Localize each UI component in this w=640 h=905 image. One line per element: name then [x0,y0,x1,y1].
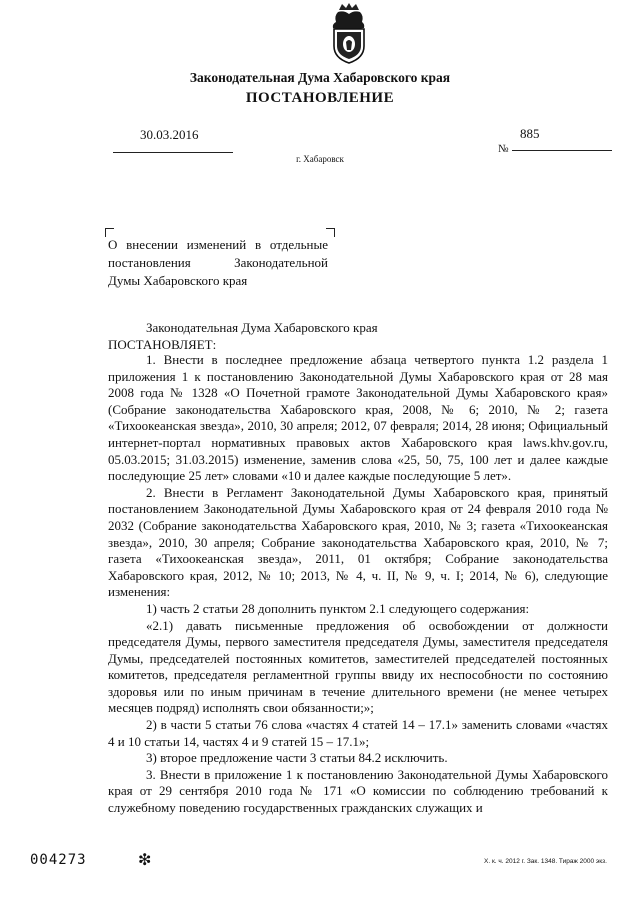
subject-line: Думы Хабаровского края [108,273,248,288]
body-paragraph: 1) часть 2 статьи 28 дополнить пунктом 2.1 следующего содержания: [146,600,530,616]
body-paragraph: 3. Внести в приложение 1 к постановлению Законодательной Думы Хабаровского края от 29 сентября 2010 года № 171 «О комиссии по соблюдению требований к служебному поведению государственных гражданских служащих и [108,766,608,816]
document-body [108,352,608,817]
number-underline [512,150,612,151]
coat-of-arms-icon [324,2,374,64]
preamble-line: ПОСТАНОВЛЯЕТ: [108,337,217,352]
body-paragraph: 2. Внести в Регламент Законодательной Думы Хабаровского края, принятый постановлением Законодательной Думы Хабаровского края от 24 февраля 2010 года № 2032 (Собрание законодательства Хабаровского края, 2010, № 3; газета «Тихоокеанская звезда», 2010, 30 апреля; Собрание законодательства Хабаровского края, 2010, № 7; газета «Тихоокеанская звезда», 2011, 01 октября; Собрание законодательства Хабаровского края, 2012, № 10; 2013, № 4, ч. II, № 9, ч. I; 2014, № 6), следующие изменения: [108,484,608,600]
body-paragraph: «2.1) давать письменные предложения об освобождении от должности председателя Думы, первого заместителя председателя Думы, заместителя председателя Думы, председателей постоянных комитетов, заместителей председателей постоянных комитетов, председателя регламентной группы ввиду их неспособности по состоянию здоровья или по иным причинам в течение длительного времени (не менее четырех месяцев подряд) исполнять свои обязанности;»; [108,617,608,716]
subject-line: постановления Законодательной [108,255,328,270]
organization-name: Законодательная Дума Хабаровского края [189,70,451,85]
number-sign: № [498,143,509,155]
print-info: Х. к. ч. 2012 г. Зак. 1348. Тираж 2000 экз. [484,858,607,865]
document-type: ПОСТАНОВЛЕНИЕ [245,90,395,106]
document-subject [108,236,328,290]
document-number: 885 [520,126,540,141]
body-paragraph: 3) второе предложение части 3 статьи 84.2 исключить. [146,750,448,766]
body-paragraph: 1. Внести в последнее предложение абзаца четвертого пункта 1.2 раздела 1 приложения 1 к постановлению Законодательной Думы Хабаровского края от 28 мая 2008 года № 1328 «О Почетной грамоте Законодательной Думы Хабаровского края» (Собрание законодательства Хабаровского края, 2008, № 6; 2010, № 2; газета «Тихоокеанская звезда», 2010, 30 апреля; 2012, 07 февраля; 2014, 28 июня; Официальный интернет-портал нормативных правовых актов Хабаровского края laws.khv.gov.ru, 05.03.2015; 31.03.2015) изменение, заменив слова «25, 50, 75, 100 лет и далее каждые последующие 25 лет» словами «10 и далее каждые последующие 5 лет». [108,352,608,484]
document-date: 30.03.2016 [140,127,199,142]
serial-number: 004273 [30,852,87,868]
asterisk-icon: ❇ [138,852,152,869]
subject-line: О внесении изменений в отдельные [108,237,328,252]
preamble [108,319,378,353]
city-label: г. Хабаровск [296,154,344,164]
preamble-line: Законодательная Дума Хабаровского края [146,320,378,335]
body-paragraph: 2) в части 5 статьи 76 слова «частях 4 статей 14 – 17.1» заменить словами «частях 4 и 10 статьи 14, частях 4 и 9 статей 15 – 17.1»; [108,717,608,749]
date-underline [113,152,233,153]
